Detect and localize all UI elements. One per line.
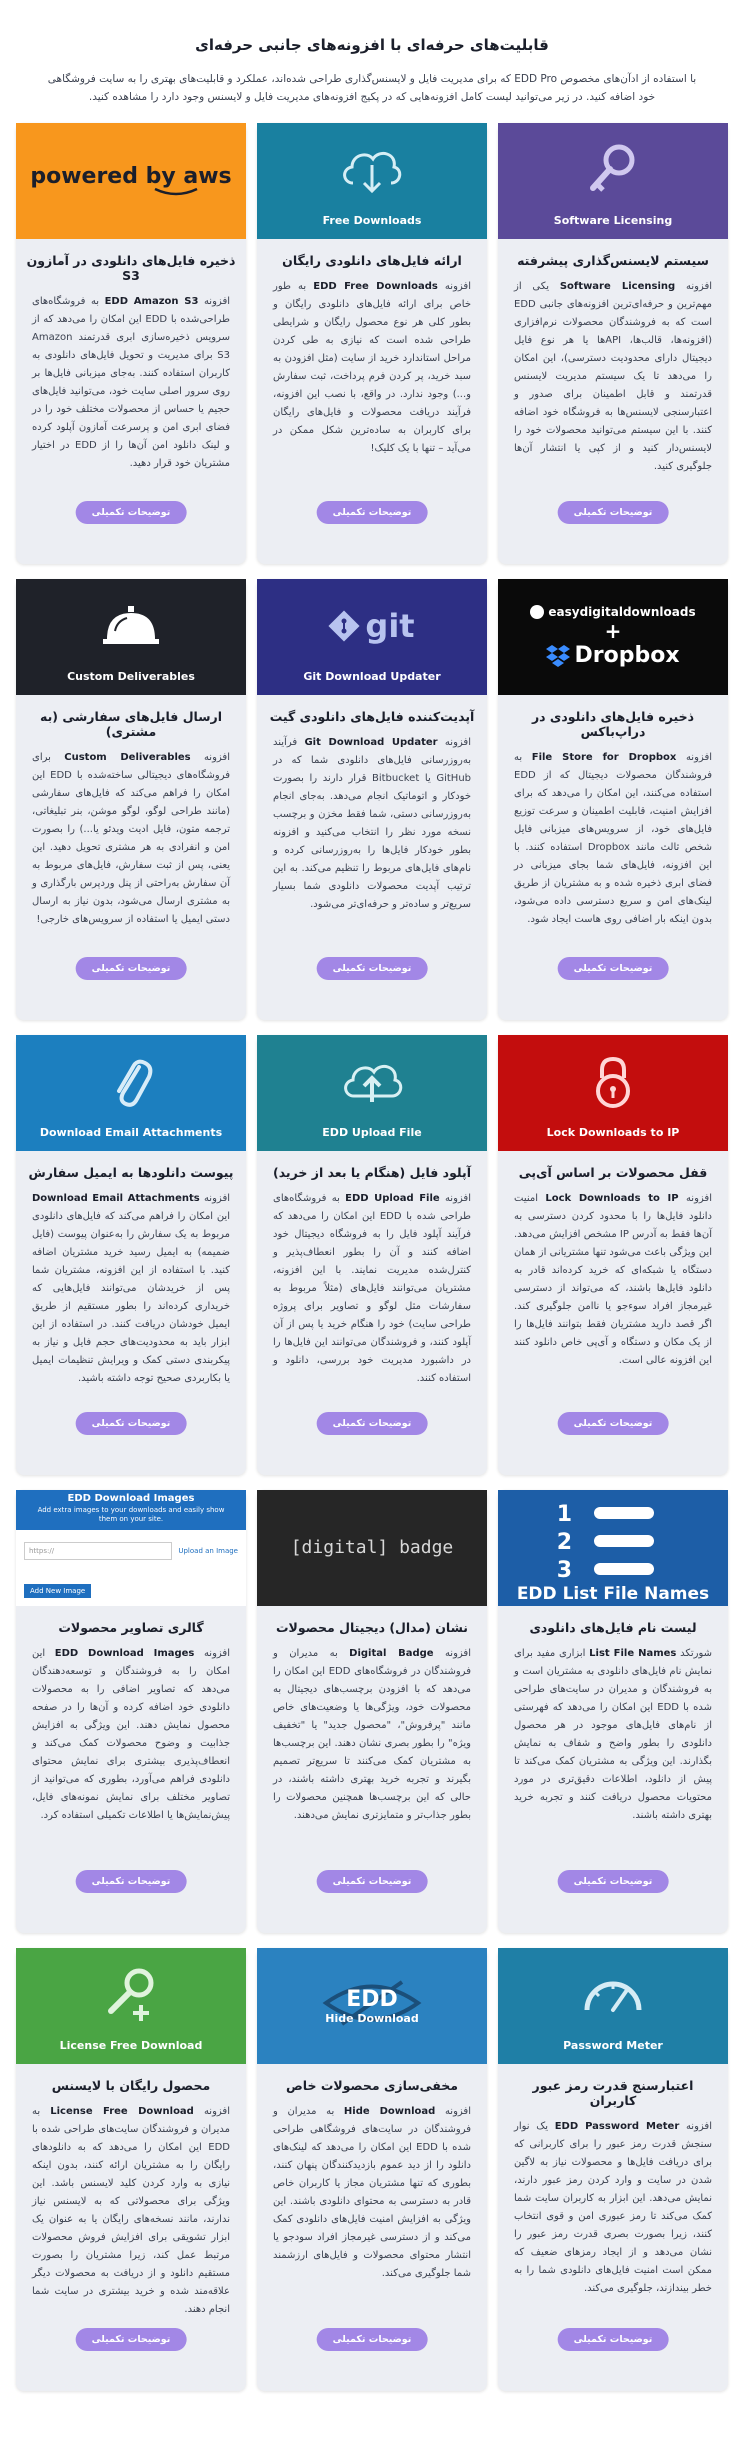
addon-banner — [16, 123, 246, 239]
edd-logo: easydigitaldownloads — [530, 605, 695, 619]
addon-card-git-updater — [257, 579, 487, 1020]
addon-card-software-licensing — [498, 123, 728, 564]
addon-description: شورتکد List File Names ابزاری مفید برای نمایش نام فایل‌های دانلودی به مشتریان است و به فروشندگان و مدیران در سایت‌های طراحی شده با EDD این امکان را می‌دهد که فهرستی از نام‌های فایل‌های موجود در هر محصول دانلودی را بطور واضح و شفاف به نمایش بگذارند. این ویژگی به مشتریان کمک می‌کند تا پیش از دانلود، اطلاعات دقیق‌تری در مورد محتویات محصول دریافت کنند و تجربه خرید بهتری داشته باشند. — [514, 1647, 712, 1821]
addon-description: افزونه EDD Free Downloads به طور خاص برای ارائه فایل‌های دانلودی رایگان و بطور کلی هر نوع محصول رایگان و شرایطی طراحی شده است که نیازی به طی کردن مراحل استاندارد خرید از سایت (مثل افزودن به سبد خرید، پر کردن فرم پرداخت، ثبت سفارش و...) وجود ندارد. در واقع، با نصب این افزونه، فرآیند دریافت محصولات و فایل‌های رایگان برای کاربران به ساده‌ترین شکل ممکن در می‌آید – تنها با یک کلیک! — [273, 280, 471, 454]
addon-banner — [16, 1035, 246, 1151]
svg-text:1: 1 — [556, 1501, 572, 1527]
more-info-button[interactable]: توضیحات تکمیلی — [558, 501, 669, 524]
addon-card-dropbox — [498, 579, 728, 1020]
addon-description: افزونه Hide Download به مدیران و فروشندگان در سایت‌های فروشگاهی طراحی شده با EDD این امکان را می‌دهد که لینک‌های دانلود را از دید عموم بازدیدکنندگان پنهان کنند، بطوری که تنها مشتریان مجاز یا کاربران خاص قادر به دسترسی به محتوای دانلودی باشند. این ویژگی به افزایش امنیت فایل‌های دانلودی کمک می‌کند و از دسترسی غیرمجاز افراد سودجو یا انتشار محتوای محصولات و فایل‌های ارزشمند شما جلوگیری می‌کند. — [273, 2105, 471, 2279]
service-bell-icon — [99, 601, 163, 651]
addon-description: افزونه Download Email Attachments این امکان را فراهم می‌کند که فایل‌های دانلودی مربوط به یک سفارش را به‌عنوان پیوست (فایل ضمیمه) به ایمیل رسید خرید مشتریان اضافه کنید. با استفاده از این افزونه، مشتریان شما پس از خریدشان می‌توانند فایل‌هایی که خریداری کرده‌اند را بطور مستقیم از طریق ایمیل خودشان دریافت کنند. در استفاده از این ابزار باید به محدودیت‌های حجم فایل و نیاز به پیکربندی دستی کمک و ویرایش تنظیمات ایمیل یا بکاربردی صحیح توجه داشته باشید. — [32, 1192, 230, 1384]
key-icon — [583, 140, 643, 200]
addon-banner — [498, 1035, 728, 1151]
addon-description: افزونه EDD Upload File به فروشگاه‌های طراحی شده با EDD این امکان را می‌دهد که فرآیند آپلود فایل را به فروشگاه دیجیتال خود اضافه کنند و آن را بطور انعطاف‌پذیر و کنترل‌شده مدیریت نمایند. با این افزونه، مشتریان می‌توانند فایل‌های (مثلاً مربوط به سفارشات مثل لوگو و تصاویر برای پروژه طراحی سایت) خود را هنگام خرید یا پس از آن آپلود کنند، و فروشندگان می‌توانند این فایل‌ها را در داشبورد مدیریت خود بررسی، دانلود و استفاده کنند. — [273, 1192, 471, 1384]
banner-caption: License Free Download — [59, 2038, 203, 2052]
addon-title: اعتبارسنج قدرت رمز عبور کاربران — [532, 2077, 694, 2108]
paperclip-icon — [111, 1053, 151, 1113]
banner-caption: EDD Upload File — [322, 1125, 422, 1139]
more-info-button[interactable]: توضیحات تکمیلی — [76, 501, 187, 524]
more-info-button[interactable]: توضیحات تکمیلی — [76, 1412, 187, 1435]
addon-title: نشان (مدال) دیجیتال محصولات — [276, 1619, 468, 1635]
banner-caption: Git Download Updater — [303, 669, 441, 683]
addon-card-list-file-names — [498, 1490, 728, 1933]
addon-banner — [16, 1948, 246, 2064]
key-plus-icon — [101, 1965, 161, 2025]
more-info-button[interactable]: توضیحات تکمیلی — [558, 957, 669, 980]
addon-title: ذخیره فایل‌های دانلودی در دراپ‌باکس — [531, 708, 695, 739]
hide-download-label: Hide Download — [325, 2011, 419, 2025]
more-info-button[interactable]: توضیحات تکمیلی — [558, 1870, 669, 1893]
aws-logo-icon: powered by aws — [30, 164, 232, 190]
addon-card-custom-deliverables — [16, 579, 246, 1020]
addon-title: مخفی‌سازی محصولات خاص — [285, 2077, 459, 2093]
addon-banner — [257, 123, 487, 239]
more-info-button[interactable]: توضیحات تکمیلی — [76, 957, 187, 980]
more-info-button[interactable]: توضیحات تکمیلی — [317, 2328, 428, 2351]
addon-title: لیست نام فایل‌های دانلودی — [529, 1619, 697, 1635]
addon-description: افزونه Git Download Updater فرآیند به‌روزرسانی فایل‌های دانلودی شما که در GitHub یا Bitbucket قرار دارند را بصورت خودکار و اتوماتیک انجام می‌دهد. به‌جای انجام به‌روزرسانی دستی، شما فقط مخزن و برچسب نسخه مورد نظر را انتخاب می‌کنید و افزونه بطور خودکار فایل‌ها را به‌روزرسانی کرده و نام‌های فایل‌های مربوط را تنظیم می‌کند. به این ترتیب آپدیت محصولات دانلودی شما بسیار سریع‌تر و ساده‌تر و حرفه‌ای‌تر می‌شود. — [273, 736, 472, 910]
addon-banner — [498, 123, 728, 239]
addon-description: افزونه Custom Deliverables برای فروشگاه‌های دیجیتالی ساخته‌شده با EDD این امکان را فراهم می‌کند که فایل‌های سفارشی (مانند طراحی لوگو، لوگو موشن، بنر تبلیغاتی، ترجمه متون، فایل ادیت ویدئو یا...) را بصورت امن و انفرادی به هر مشتری تحویل دهید. این یعنی، پس از ثبت سفارش، فایل‌های مربوط به آن سفارش به‌راحتی از پنل وردپرس بارگذاری و به مشتری ارسال می‌شود، بدون نیاز به ارسال دستی ایمیل یا استفاده از سرویس‌های خارجی! — [32, 751, 230, 925]
more-info-button[interactable]: توضیحات تکمیلی — [558, 1412, 669, 1435]
addon-description: افزونه License Free Download به مدیران و فروشندگان سایت‌های طراحی شده با EDD این امکان را می‌دهد که به دانلودهای رایگان را به مشتریان ارائه کنند، بدون اینکه نیازی به وارد کردن کلید لایسنس باشد. این ویژگی برای محصولاتی که به لایسنس نیاز ندارند، مانند نسخه‌های رایگان یا به عنوان یک ابزار تشویقی برای افزایش فروش محصولات مرتبط عمل کند، زیرا مشتریان را بصورت مستقیم دانلود و از دریافت به محصولات دیگر علاقه‌مند شده و خرید بیشتری در سایت شما انجام دهند. — [32, 2105, 230, 2315]
addon-title: گالری تصاویر محصولات — [58, 1619, 204, 1635]
addon-card-upload-file — [257, 1035, 487, 1475]
more-info-button[interactable]: توضیحات تکمیلی — [558, 2328, 669, 2351]
svg-text:2: 2 — [556, 1529, 572, 1555]
page-title: قابلیت‌های حرفه‌ای با افزونه‌های جانبی حرفه‌ای — [195, 36, 549, 54]
addon-title: ارائه فایل‌های دانلودی رایگان — [282, 252, 462, 268]
image-gallery-icon: EDD Download Images Add extra images to your downloads and easily show them on your site. https:// Upload an Image Add New Image — [16, 1490, 246, 1606]
dropbox-logo: Dropbox — [546, 643, 679, 668]
banner-caption: Download Email Attachments — [39, 1125, 223, 1139]
banner-caption: Software Licensing — [553, 213, 673, 227]
addon-card-digital-badge — [257, 1490, 487, 1933]
addon-description: افزونه Lock Downloads to IP امنیت دانلود فایل‌ها را با محدود کردن دسترسی به آن‌ها فقط به آدرس IP مشخص افزایش می‌دهد. این ویژگی باعث می‌شود تنها مشتریانی از همان دستگاه یا شبکه‌ای که خرید کرده‌اند قادر به دانلود فایل‌ها باشند، که می‌تواند از دسترسی غیرمجاز افراد سوءجو یا ناامن جلوگیری کند. اگر قصد دارید مشتریان فقط بتوانند فایل‌ها را از یک مکان و دستگاه و آی‌پی خاص دانلود کنند این افزونه عالی است. — [514, 1192, 712, 1366]
addon-title: ارسال فایل‌های سفارشی (به مشتری) — [39, 708, 223, 739]
addon-banner — [257, 1948, 487, 2064]
banner-caption: Custom Deliverables — [67, 669, 195, 683]
list-icon — [556, 1499, 658, 1583]
gauge-icon — [581, 1972, 645, 2016]
hide-edd-label: EDD — [346, 1986, 398, 2012]
banner-caption: EDD List File Names — [516, 1583, 710, 1604]
dropbox-icon — [546, 645, 570, 667]
plus-sign: + — [604, 619, 622, 644]
addon-title: محصول رایگان با لایسنس — [51, 2077, 211, 2093]
addon-title: آپلود فایل (هنگام یا بعد از خرید) — [272, 1164, 472, 1180]
addon-card-download-images — [16, 1490, 246, 1933]
cloud-download-icon — [339, 143, 405, 195]
addon-description: افزونه EDD Password Meter یک نوار سنجش قدرت رمز عبور را برای کاربرانی که برای دریافت فایل‌ها و محصولات نیاز به لاگین شدن در سایت و وارد کردن رمز عبور دارند، نمایش می‌دهد. این ابزار به کاربران سایت شما کمک می‌کند تا رمز عبوری امن و قوی انتخاب کنند، زیرا بصورت بصری قدرت رمز عبور را نشان می‌دهد و از ایجاد رمزهای ضعیف که ممکن است امنیت فایل‌های دانلودی شما را به خطر بیندازند، جلوگیری می‌کند. — [514, 2120, 712, 2294]
addon-card-free-downloads — [257, 123, 487, 564]
more-info-button[interactable]: توضیحات تکمیلی — [76, 2328, 187, 2351]
more-info-button[interactable]: توضیحات تکمیلی — [317, 1412, 428, 1435]
cloud-upload-icon — [340, 1058, 404, 1106]
edd-logo-icon — [530, 605, 544, 619]
padlock-icon — [593, 1056, 633, 1108]
addon-card-password-meter — [498, 1948, 728, 2391]
addon-title: سیستم لایسنس‌گذاری پیشرفته — [517, 252, 709, 268]
addon-description: افزونه File Store for Dropbox به فروشندگان محصولات دیجیتال که از EDD استفاده می‌کنند، این امکان را می‌دهد که برای افزایش امنیت، قابلیت اطمینان و سرعت توزیع فایل‌های خود، از سرویس‌های میزبانی فایل شخص ثالث مانند Dropbox استفاده کنند. با این افزونه، فایل‌های شما بجای میزبانی در فضای ابری ذخیره شده و به مشتریان از طریق لینک‌های امن و سریع دسترسی داده می‌شود، بدون اینکه بار اضافی روی هاست ایجاد شود. — [514, 751, 713, 925]
addon-description: افزونه Software Licensing یکی از مهم‌ترین و حرفه‌ای‌ترین افزونه‌های جانبی EDD است که به فروشندگان محصولات نرم‌افزاری (افزونه‌ها، قالب‌ها، APIها یا هر نوع فایل دیجیتال دارای محدودیت دسترسی)، این امکان را می‌دهد تا یک سیستم مدیریت لایسنس قدرتمند و قابل اطمینان برای صدور و اعتبارسنجی لایسنس‌ها به فروشگاه خود اضافه کنند. با این سیستم می‌توانید محصولات خود را لایسنس‌دار کنید و از کپی یا انتشار آن‌ها جلوگیری کنید. — [514, 280, 713, 472]
addon-title: آپدیت‌کننده فایل‌های دانلودی گیت — [269, 708, 475, 724]
more-info-button[interactable]: توضیحات تکمیلی — [317, 957, 428, 980]
addon-description: افزونه EDD Download Images این امکان را به فروشندگان و توسعه‌دهندگان می‌دهد که تصاویر اضافی را به محصولات دانلودی خود اضافه کرده و آن‌ها را در صفحه محصول نمایش دهند. این ویژگی به افزایش جذابیت و وضوح محصولات کمک می‌کند و انعطاف‌پذیری بیشتری برای نمایش محتوای دانلودی فراهم می‌آورد، بطوری که می‌توانید از تصاویر مختلف برای نمایش نمونه‌های فایل، پیش‌نمایش‌ها یا اطلاعات تکمیلی استفاده کرد. — [32, 1647, 230, 1821]
more-info-button[interactable]: توضیحات تکمیلی — [317, 501, 428, 524]
addon-banner — [257, 1490, 487, 1606]
banner-caption: Password Meter — [563, 2038, 663, 2052]
addon-banner — [498, 1490, 728, 1606]
addon-description: افزونه Digital Badge به مدیران و فروشندگان در فروشگاه‌های EDD این امکان را می‌دهد که با افزودن برچسب‌های دیجیتال به محصولات خود، ویژگی‌ها یا وضعیت‌های خاص مانند "پرفروش"، "محصول جدید" یا "تخفیف ویژه" را بطور بصری نشان دهند. این برچسب‌ها به مشتریان کمک می‌کنند تا سریع‌تر تصمیم بگیرند و تجربه خرید بهتری داشته باشند، در حالی که این برچسب‌ها همچنین محصولات را بطور جذاب‌تر و متمایزتری نمایش می‌دهند. — [273, 1647, 471, 1821]
more-info-button[interactable]: توضیحات تکمیلی — [76, 1870, 187, 1893]
git-logo: git — [329, 607, 414, 645]
addon-card-lock-ip — [498, 1035, 728, 1475]
addon-title: ذخیره فایل‌های دانلودی در آمازون S3 — [26, 252, 236, 283]
addon-banner — [498, 579, 728, 695]
more-info-button[interactable]: توضیحات تکمیلی — [317, 1870, 428, 1893]
page-intro: با استفاده از ادآن‌های مخصوص EDD Pro که برای مدیریت فایل و لایسنس‌گذاری طراحی شده‌اند، عملکرد و قابلیت‌های بهتری را به سایت فروشگاهی خود اضافه کنید. در زیر می‌توانید لیست کامل افزونه‌هایی که در پکیج افزونه‌های مدیریت فایل و لایسنس وجود دارد را مشاهده کنید. — [47, 73, 697, 104]
addon-description: افزونه EDD Amazon S3 به فروشگاه‌های طراحی‌شده با EDD این امکان را می‌دهد که از سرویس ذخیره‌سازی ابری قدرتمند Amazon S3 برای مدیریت و تحویل فایل‌های دانلودی به کاربران استفاده کنند. به‌جای میزبانی فایل‌ها بر روی سرور اصلی سایت خود، می‌توانید فایل‌های حجیم یا حساس از محصولات مختلف خود را در فضای ابری امن و پرسرعت آمازون آپلود کرده و لینک دانلود امن آن‌ها را از EDD در اختیار مشتریان خود قرار دهید. — [32, 295, 231, 469]
addon-banner — [16, 1490, 246, 1606]
addon-title: قفل محصولات بر اساس آی‌پی — [518, 1164, 708, 1180]
addons-grid — [16, 123, 728, 2406]
addon-banner — [257, 1035, 487, 1151]
banner-caption: Free Downloads — [322, 213, 422, 227]
digital-badge-icon: [digital] badge — [290, 1537, 454, 1559]
git-icon — [329, 611, 359, 641]
addon-card-email-attachments — [16, 1035, 246, 1475]
addon-banner — [16, 579, 246, 695]
addon-banner — [498, 1948, 728, 2064]
aws-smile-icon — [153, 187, 199, 197]
addon-banner — [257, 579, 487, 695]
addon-card-amazon-s3 — [16, 123, 246, 564]
addon-card-license-free — [16, 1948, 246, 2391]
svg-text:3: 3 — [556, 1557, 572, 1583]
banner-caption: Lock Downloads to IP — [546, 1125, 680, 1139]
addon-title: پیوست دانلودها به ایمیل سفارش — [28, 1164, 234, 1180]
addon-card-hide-download — [257, 1948, 487, 2391]
